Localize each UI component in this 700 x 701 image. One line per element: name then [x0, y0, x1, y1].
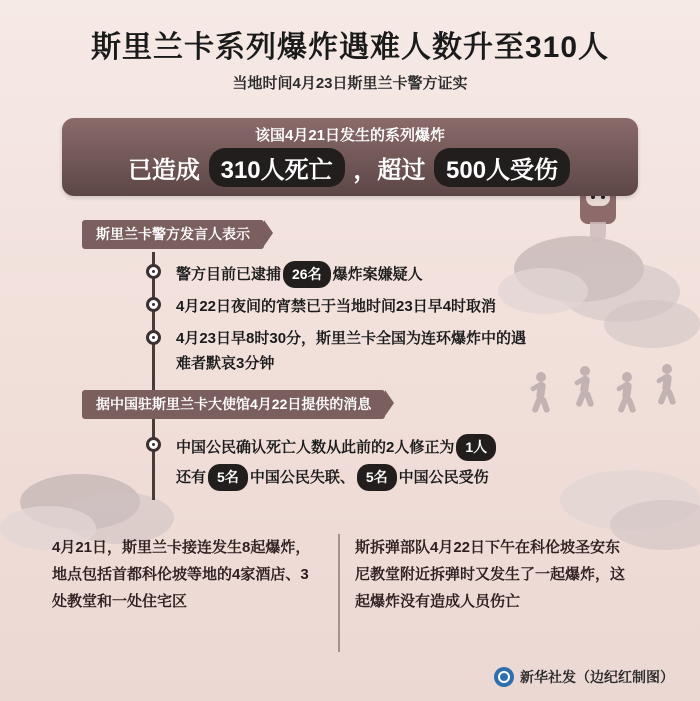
running-person-icon [528, 372, 554, 412]
police-item-1-pre: 警方目前已逮捕 [176, 266, 282, 283]
section-tag-police: 斯里兰卡警方发言人表示 [82, 220, 264, 249]
police-item-2: 4月22日夜间的宵禁已于当地时间23日早4时取消 [176, 298, 497, 315]
summary-panel [62, 118, 638, 196]
page-subtitle: 当地时间4月23日斯里兰卡警方证实 [232, 75, 468, 92]
chinese-deaths-badge: 1人 [456, 434, 496, 461]
chinese-injured-badge: 5名 [357, 464, 397, 491]
bottom-note-right: 斯拆弹部队4月22日下午在科伦坡圣安东尼教堂附近拆弹时又发生了一起爆炸，这起爆炸没有造成人员伤亡 [355, 539, 626, 610]
embassy-item-1-pre: 中国公民确认死亡人数从此前的2人修正为 [176, 439, 455, 456]
summary-panel-line2 [62, 148, 638, 187]
police-item-1 [176, 261, 606, 288]
bottom-divider [338, 534, 340, 652]
police-item-3: 4月23日早8时30分，斯里兰卡全国为连环爆炸中的遇难者默哀3分钟 [176, 330, 527, 372]
suspects-badge: 26名 [283, 261, 331, 288]
embassy-extra-pre: 还有 [176, 469, 207, 486]
embassy-item-1 [176, 434, 616, 461]
running-person-icon [614, 372, 640, 412]
section-tag-embassy: 据中国驻斯里兰卡大使馆4月22日提供的消息 [82, 390, 385, 419]
timeline-bullet [146, 264, 161, 279]
embassy-extra-post: 中国公民受伤 [398, 469, 489, 486]
deaths-badge: 310人死亡 [209, 148, 345, 187]
running-person-icon [654, 364, 680, 404]
summary-panel-line1: 该国4月21日发生的系列爆炸 [254, 127, 446, 144]
missing-badge: 5名 [208, 464, 248, 491]
smoke-cloud [604, 300, 700, 348]
timeline-bullet [146, 330, 161, 345]
injured-badge: 500人受伤 [434, 148, 570, 187]
summary-middle: ，超过 [353, 157, 426, 184]
page-title: 斯里兰卡系列爆炸遇难人数升至310人 [90, 31, 610, 64]
running-person-icon [572, 366, 598, 406]
timeline-bullet [146, 297, 161, 312]
footer-credit [494, 667, 674, 687]
bottom-note-left: 4月21日，斯里兰卡接连发生8起爆炸，地点包括首都科伦坡等地的4家酒店、3处教堂和一处住宅区 [52, 539, 311, 610]
timeline-line [152, 252, 155, 500]
xinhua-logo-icon [494, 667, 514, 687]
timeline-bullet [146, 437, 161, 452]
summary-prefix: 已造成 [127, 157, 200, 184]
embassy-extra-mid: 中国公民失联、 [249, 469, 355, 486]
footer-credit-text: 新华社发（边纪红制图） [520, 669, 674, 685]
police-item-1-post: 爆炸案嫌疑人 [332, 266, 423, 283]
embassy-item-extra [176, 464, 636, 491]
